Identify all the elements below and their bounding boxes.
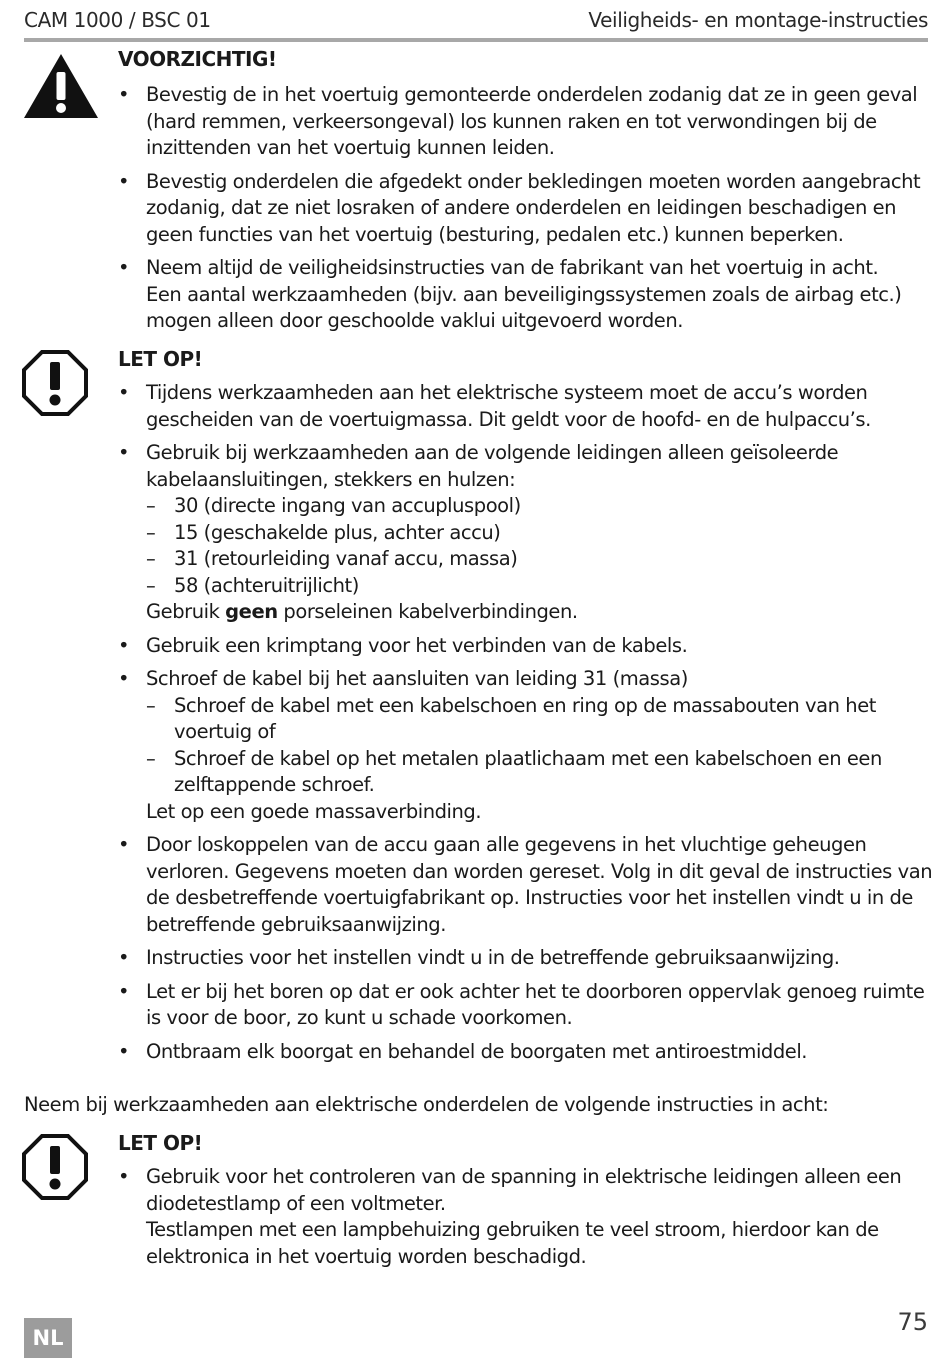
sub-list-item: – 58 (achteruitrijlicht) (146, 573, 933, 600)
list-item: • Schroef de kabel bij het aansluiten van leiding 31 (massa) – Schroef de kabel met een kabelschoen en ring op de massabouten van het voertuig of – Schroef de kabel op het metalen plaatlichaam met een kabelschoen en een zelftappende schroef. Let op een goede massaverbinding. (118, 666, 933, 825)
list-item: • Neem altijd de veiligheidsinstructies van de fabrikant van het voertuig in acht. Een aantal werkzaamheden (bijv. aan beveiligingssystemen zoals de airbag etc.) mogen alleen door geschoolde vaklui uitgevoerd worden. (118, 255, 933, 335)
list-item: • Tijdens werkzaamheden aan het elektrische systeem moet de accu’s worden gescheiden van de voertuigmassa. Dit geldt voor de hoofd- en de hulpaccu’s. (118, 380, 933, 433)
list-item: • Bevestig onderdelen die afgedekt onder bekledingen moeten worden aangebracht zodanig, dat ze niet losraken of andere onderdelen en leidingen beschadigen en geen functies van het voertuig (besturing, pedalen etc.) kunnen beperken. (118, 169, 933, 249)
list-item: • Instructies voor het instellen vindt u in de betreffende gebruiksaanwijzing. (118, 945, 933, 972)
notice-list (118, 380, 933, 1072)
caution-title: VOORZICHTIG! (118, 47, 277, 71)
header-divider (24, 38, 928, 42)
notice-title: LET OP! (118, 1131, 203, 1155)
header-section: Veiligheids- en montage-instructies (588, 8, 928, 32)
intro-paragraph: Neem bij werkzaamheden aan elektrische onderdelen de volgende instructies in acht: (24, 1093, 829, 1116)
list-item: • Let er bij het boren op dat er ook achter het te doorboren oppervlak genoeg ruimte is voor de boor, zo kunt u schade voorkomen. (118, 979, 933, 1032)
list-tail: Gebruik geen porseleinen kabelverbindingen. (146, 600, 578, 623)
sub-list (146, 493, 933, 599)
sub-list (146, 693, 933, 799)
notice-list (118, 1164, 933, 1277)
sub-list-item: – 15 (geschakelde plus, achter accu) (146, 520, 933, 547)
sub-list-item: – Schroef de kabel op het metalen plaatlichaam met een kabelschoen en een zelftappende schroef. (146, 746, 933, 799)
list-item: • Door loskoppelen van de accu gaan alle gegevens in het vluchtige geheugen verloren. Gegevens moeten dan worden gereset. Volg in dit geval de instructies van de desbetreffende voertuigfabrikant op. Instructies voor het instellen vindt u in de betreffende gebruiksaanwijzing. (118, 832, 933, 938)
caution-list (118, 82, 933, 342)
list-item: • Gebruik een krimptang voor het verbinden van de kabels. (118, 633, 933, 660)
header-product: CAM 1000 / BSC 01 (24, 8, 211, 32)
sub-list-item: – Schroef de kabel met een kabelschoen en ring op de massabouten van het voertuig of (146, 693, 933, 746)
notice-title: LET OP! (118, 347, 203, 371)
list-tail: Let op een goede massaverbinding. (146, 799, 482, 823)
sub-list-item: – 31 (retourleiding vanaf accu, massa) (146, 546, 933, 573)
page-number: 75 (897, 1308, 928, 1336)
list-item: • Ontbraam elk boorgat en behandel de boorgaten met antiroestmiddel. (118, 1039, 933, 1066)
list-item: • Gebruik bij werkzaamheden aan de volgende leidingen alleen geïsoleerde kabelaansluitingen, stekkers en hulzen: – 30 (directe ingang van accupluspool) – 15 (geschakelde plus, achter accu) – 31 (retourleiding vanaf accu, massa) – 58 (achteruitrijlicht) Gebruik geen porseleinen kabelverbindingen. (118, 440, 933, 626)
page-header (24, 8, 928, 34)
list-item: • Gebruik voor het controleren van de spanning in elektrische leidingen alleen een diodetestlamp of een voltmeter. Testlampen met een lampbehuizing gebruiken te veel stroom, hierdoor kan de elektronica in het voertuig worden beschadigd. (118, 1164, 933, 1270)
language-badge: NL (24, 1318, 72, 1358)
warning-triangle-icon (22, 52, 100, 120)
exclamation-octagon-icon (22, 350, 88, 416)
exclamation-octagon-icon (22, 1134, 88, 1200)
list-item: • Bevestig de in het voertuig gemonteerde onderdelen zodanig dat ze in geen geval (hard remmen, verkeersongeval) los kunnen raken en tot verwondingen bij de inzittenden van het voertuig kunnen leiden. (118, 82, 933, 162)
sub-list-item: – 30 (directe ingang van accupluspool) (146, 493, 933, 520)
